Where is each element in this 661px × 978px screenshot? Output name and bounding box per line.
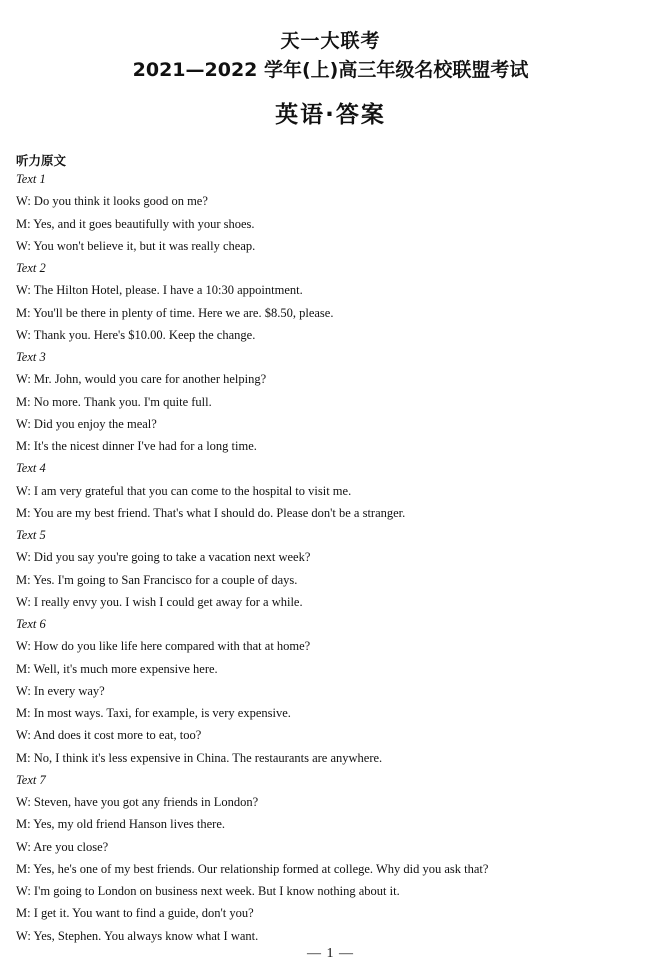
page-number: — 1 — (307, 946, 354, 961)
dialogue-line: W: Do you think it looks good on me? (16, 194, 208, 209)
dialogue-line: W: And does it cost more to eat, too? (16, 728, 202, 743)
text-label: Text 5 (16, 528, 46, 542)
dialogue-line: M: Yes. I'm going to San Francisco for a couple of days. (16, 572, 298, 587)
text-label: Text 2 (16, 261, 46, 275)
subject-title: 英语·答案 (275, 102, 386, 128)
dialogue-line: M: I get it. You want to find a guide, don't you? (16, 906, 254, 921)
dialogue-line: M: It's the nicest dinner I've had for a long time. (16, 439, 257, 453)
dialogue-line: W: Are you close? (16, 839, 109, 854)
exam-title: 2021—2022 学年(上)高三年级名校联盟考试 (132, 59, 529, 81)
organization-title: 天一大联考 (280, 30, 381, 52)
dialogue-line: M: In most ways. Taxi, for example, is very expensive. (16, 706, 291, 720)
dialogue-line: W: You won't believe it, but it was really cheap. (16, 238, 256, 253)
dialogue-line: W: I am very grateful that you can come to the hospital to visit me. (16, 483, 352, 498)
dialogue-line: W: Did you say you're going to take a vacation next week? (16, 550, 311, 565)
text-label: Text 7 (16, 772, 46, 787)
dialogue-line: M: Yes, my old friend Hanson lives there. (16, 817, 226, 832)
dialogue-line: W: Yes, Stephen. You always know what I want. (16, 928, 259, 943)
text-label: Text 4 (16, 461, 46, 476)
text-label: Text 1 (16, 172, 46, 186)
dialogue-line: W: The Hilton Hotel, please. I have a 10:30 appointment. (16, 283, 303, 298)
dialogue-line: M: No more. Thank you. I'm quite full. (16, 394, 212, 409)
dialogue-line: M: Well, it's much more expensive here. (16, 661, 218, 676)
dialogue-line: W: Steven, have you got any friends in London? (16, 795, 259, 809)
dialogue-line: M: No, I think it's less expensive in China. The restaurants are anywhere. (16, 750, 383, 765)
dialogue-line: W: How do you like life here compared with that at home? (16, 639, 311, 654)
dialogue-line: W: In every way? (16, 683, 105, 698)
dialogue-line: W: I'm going to London on business next week. But I know nothing about it. (16, 884, 400, 898)
dialogue-line: M: Yes, and it goes beautifully with your shoes. (16, 216, 255, 231)
dialogue-line: W: Did you enjoy the meal? (16, 416, 157, 431)
dialogue-line: M: You are my best friend. That's what I should do. Please don't be a stranger. (16, 505, 406, 520)
dialogue-line: W: I really envy you. I wish I could get away for a while. (16, 594, 303, 609)
transcript (16, 168, 646, 947)
text-label: Text 3 (16, 350, 46, 364)
dialogue-line: W: Mr. John, would you care for another helping? (16, 372, 267, 387)
text-label: Text 6 (16, 617, 46, 631)
dialogue-line: W: Thank you. Here's $10.00. Keep the change. (16, 327, 256, 342)
section-title: 听力原文 (16, 153, 67, 168)
dialogue-line: M: Yes, he's one of my best friends. Our relationship formed at college. Why did you ask that? (16, 861, 489, 876)
dialogue-line: M: You'll be there in plenty of time. Here we are. $8.50, please. (16, 305, 334, 320)
